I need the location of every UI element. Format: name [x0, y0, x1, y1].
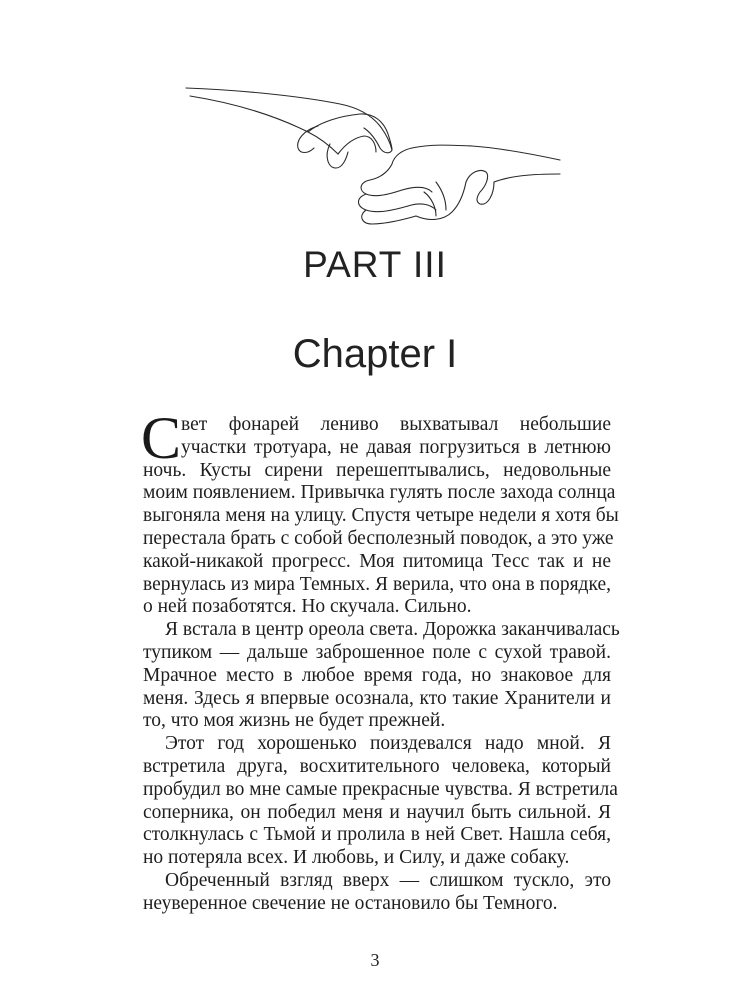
lower-hand-inner-lines — [424, 182, 446, 216]
text-line: вет фонарей лениво выхватывал небольшие — [181, 414, 611, 435]
hands-illustration — [180, 82, 565, 242]
lower-arm-top-line — [412, 145, 560, 160]
text-line: тупиком — дальше заброшенное поле с сухой травой. — [143, 641, 611, 663]
text-line: пробудил во мне самые прекрасные чувства. Я встретила — [143, 778, 618, 800]
upper-hand-finger-2 — [338, 136, 376, 154]
drop-cap: С — [141, 405, 182, 471]
text-line: Обреченный взгляд вверх — слишком тускло, это — [165, 869, 611, 891]
lower-arm-bottom-line — [494, 174, 560, 182]
text-line: но потеряла всех. И любовь, и Силу, и даже собаку. — [143, 847, 570, 869]
text-line: какой-никакой прогресс. Моя питомица Тесс так и не — [143, 550, 611, 572]
text-line: меня. Здесь я впервые осознала, кто такие Хранители и — [143, 687, 611, 709]
text-line: неуверенное свечение не остановило бы Темного. — [143, 892, 558, 914]
chapter-title: Chapter I — [292, 332, 458, 376]
upper-arm-bottom-line — [190, 96, 338, 154]
upper-hand-finger-1 — [308, 114, 392, 153]
upper-arm-top-line — [186, 88, 392, 150]
text-line: столкнулась с Тьмой и пролила в ней Свет. Нашла себя, — [143, 824, 611, 846]
text-line: Я встала в центр ореола света. Дорожка заканчивалась — [165, 619, 620, 641]
text-line: соперника, он победил меня и научил быть сильной. Я — [143, 801, 611, 823]
text-line: вернулась из мира Темных. Я верила, что она в порядке, — [143, 573, 611, 595]
text-line: ночь. Кусты сирени перешептывались, недовольные — [143, 459, 611, 481]
text-line: моим появлением. Привычка гулять после захода солнца — [143, 482, 616, 504]
part-title: PART III — [303, 244, 447, 285]
text-line: то, что моя жизнь не будет прежней. — [143, 710, 446, 732]
upper-hand-finger-3 — [327, 144, 348, 168]
lower-hand-palm — [359, 148, 417, 224]
text-line: встретила друга, восхитительного человека, который — [143, 755, 611, 777]
text-line: о ней позаботятся. Но скучала. Сильно. — [143, 596, 472, 618]
text-line: Этот год хорошенько поиздевался надо мной. Я — [165, 733, 611, 755]
text-line: выгоняла меня на улицу. Спустя четыре недели я хотя бы — [143, 505, 619, 527]
text-line: участки тротуара, не давая погрузиться в летнюю — [181, 436, 611, 458]
text-line: перестала брать с собой бесполезный поводок, а это уже — [143, 527, 614, 549]
upper-hand-finger-4 — [298, 126, 318, 153]
text-line: Мрачное место в любое время года, но знаковое для — [143, 664, 611, 686]
chapter-body-text — [141, 405, 620, 916]
page-number: 3 — [370, 950, 380, 970]
